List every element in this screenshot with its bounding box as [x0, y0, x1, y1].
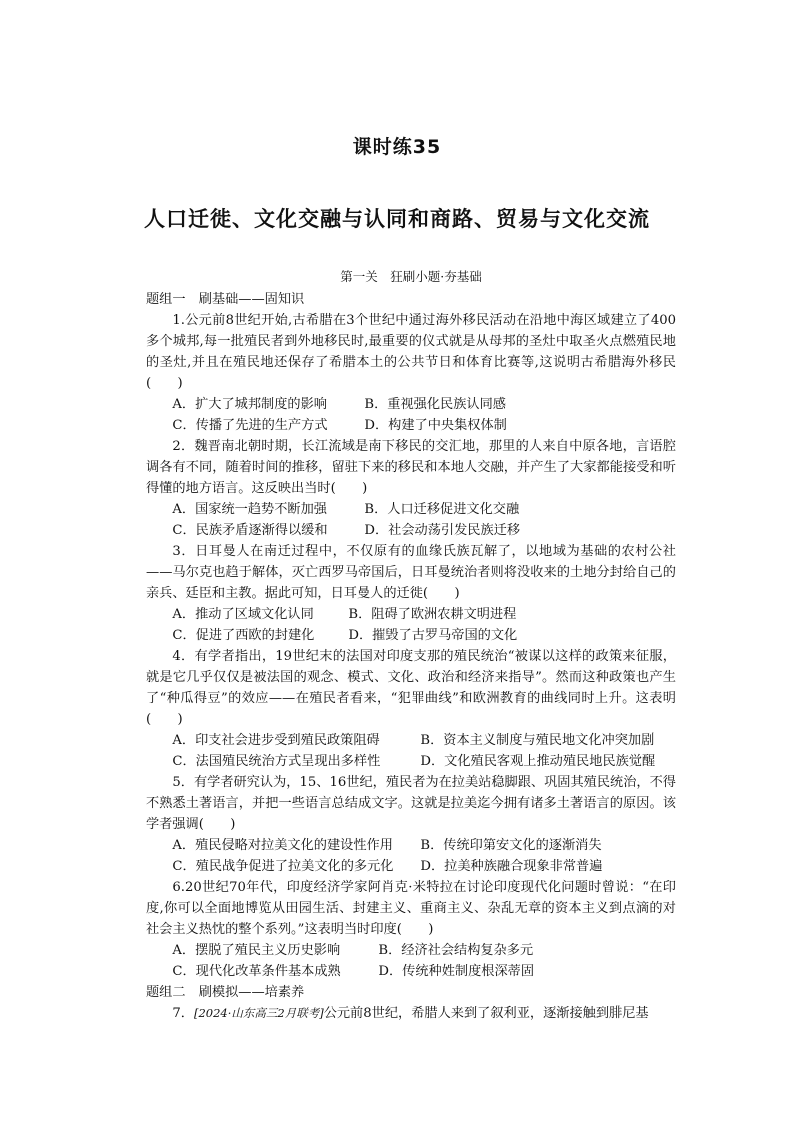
question-stem: 3．日耳曼人在南迁过程中，不仅原有的血缘氏族瓦解了，以地域为基础的农村公社——马尔克也趋于解体，灭亡西罗马帝国后，日耳曼统治者则将没收来的土地分封给自己的亲兵、廷臣和主教。据此可知，日耳曼人的迁徙( ) [146, 544, 676, 601]
question-stem: 2．魏晋南北朝时期，长江流域是南下移民的交汇地，那里的人来自中原各地，言语腔调各有不同，随着时间的推移，留驻下来的移民和本地人交融，并产生了大家都能接受和听得懂的地方语言。这反映出当时( ) [146, 439, 676, 496]
section-heading: 第一关 狂刷小题·夯基础 [340, 269, 482, 284]
question-6 [146, 877, 676, 982]
option-a[interactable]: A．殖民侵略对拉美文化的建设性作用 [172, 838, 393, 853]
option-row [146, 751, 676, 772]
option-b[interactable]: B．传统印第安文化的逐渐消失 [420, 838, 602, 853]
option-row [146, 499, 676, 520]
option-c[interactable]: C．传播了先进的生产方式 [172, 418, 328, 433]
question-stem: 6.20世纪70年代，印度经济学家阿肖克·米特拉在讨论印度现代化问题时曾说：“在印度,你可以全面地博览从田园生活、封建主义、重商主义、杂乱无章的资本主义到点滴的对社会主义热忱的整个系列。”这表明当时印度( ) [146, 880, 676, 937]
option-a[interactable]: A．摆脱了殖民主义历史影响 [172, 943, 341, 958]
option-d[interactable]: D．社会动荡引发民族迁移 [364, 523, 521, 538]
option-row [146, 940, 676, 961]
option-b[interactable]: B．重视强化民族认同感 [364, 397, 506, 412]
question-1 [146, 310, 676, 436]
option-d[interactable]: D．文化殖民客观上推动殖民地民族觉醒 [420, 754, 656, 769]
group-heading-2: 题组二 刷模拟——培素养 [146, 985, 305, 1000]
option-c[interactable]: C．殖民战争促进了拉美文化的多元化 [172, 859, 394, 874]
content [146, 266, 676, 1024]
option-row [146, 856, 676, 877]
option-c[interactable]: C．法国殖民统治方式呈现出多样性 [172, 754, 381, 769]
option-a[interactable]: A．扩大了城邦制度的影响 [172, 397, 327, 412]
question-stem: 5．有学者研究认为，15、16世纪，殖民者为在拉美站稳脚跟、巩固其殖民统治，不得不熟悉土著语言，并把一些语言总结成文字。这就是拉美迄今拥有诸多土著语言的原因。该学者强调( ) [146, 775, 676, 832]
option-row [146, 961, 676, 982]
option-c[interactable]: C．民族矛盾逐渐得以缓和 [172, 523, 328, 538]
question-number: 7． [172, 1006, 194, 1021]
question-source: [2024·山东高三2月联考] [193, 1006, 324, 1020]
option-d[interactable]: D．摧毁了古罗马帝国的文化 [348, 628, 518, 643]
option-c[interactable]: C．现代化改革条件基本成熟 [172, 964, 341, 979]
option-a[interactable]: A．国家统一趋势不断加强 [172, 502, 327, 517]
question-7 [146, 1003, 676, 1024]
question-2 [146, 436, 676, 541]
option-row [146, 625, 676, 646]
option-b[interactable]: B．经济社会结构复杂多元 [378, 943, 534, 958]
question-stem: 公元前8世纪，希腊人来到了叙利亚，逐渐接触到腓尼基 [323, 1006, 649, 1021]
question-4 [146, 646, 676, 772]
option-row [146, 835, 676, 856]
option-b[interactable]: B．阻碍了欧洲农耕文明进程 [348, 607, 517, 622]
group-heading-1: 题组一 刷基础——固知识 [146, 292, 305, 307]
topic-title: 人口迁徙、文化交融与认同和商路、贸易与文化交流 [144, 207, 650, 231]
option-row [146, 730, 676, 751]
option-row [146, 394, 676, 415]
option-d[interactable]: D．拉美种族融合现象非常普遍 [420, 859, 603, 874]
question-5 [146, 772, 676, 877]
option-row [146, 415, 676, 436]
question-stem: 4．有学者指出，19世纪末的法国对印度支那的殖民统治“被谋以这样的政策来征服，就是它几乎仅仅是被法国的观念、模式、文化、政治和经济来指导”。然而这种政策也产生了“种瓜得豆”的效应——在殖民者看来，“犯罪曲线”和欧洲教育的曲线同时上升。这表明( ) [146, 649, 676, 727]
question-3 [146, 541, 676, 646]
option-d[interactable]: D．构建了中央集权体制 [364, 418, 507, 433]
option-a[interactable]: A．印支社会进步受到殖民政策阻碍 [172, 733, 380, 748]
option-b[interactable]: B．资本主义制度与殖民地文化冲突加剧 [420, 733, 655, 748]
option-b[interactable]: B．人口迁移促进文化交融 [364, 502, 520, 517]
question-stem: 1.公元前8世纪开始,古希腊在3个世纪中通过海外移民活动在沿地中海区域建立了400多个城邦,每一批殖民者到外地移民时,最重要的仪式就是从母邦的圣灶中取圣火点燃殖民地的圣灶,并且在殖民地还保存了希腊本土的公共节日和体育比赛等,这说明古希腊海外移民( ) [146, 313, 676, 391]
lesson-title: 课时练35 [352, 136, 442, 158]
option-c[interactable]: C．促进了西欧的封建化 [172, 628, 315, 643]
option-d[interactable]: D．传统种姓制度根深蒂固 [378, 964, 535, 979]
option-row [146, 604, 676, 625]
option-a[interactable]: A．推动了区域文化认同 [172, 607, 314, 622]
option-row [146, 520, 676, 541]
